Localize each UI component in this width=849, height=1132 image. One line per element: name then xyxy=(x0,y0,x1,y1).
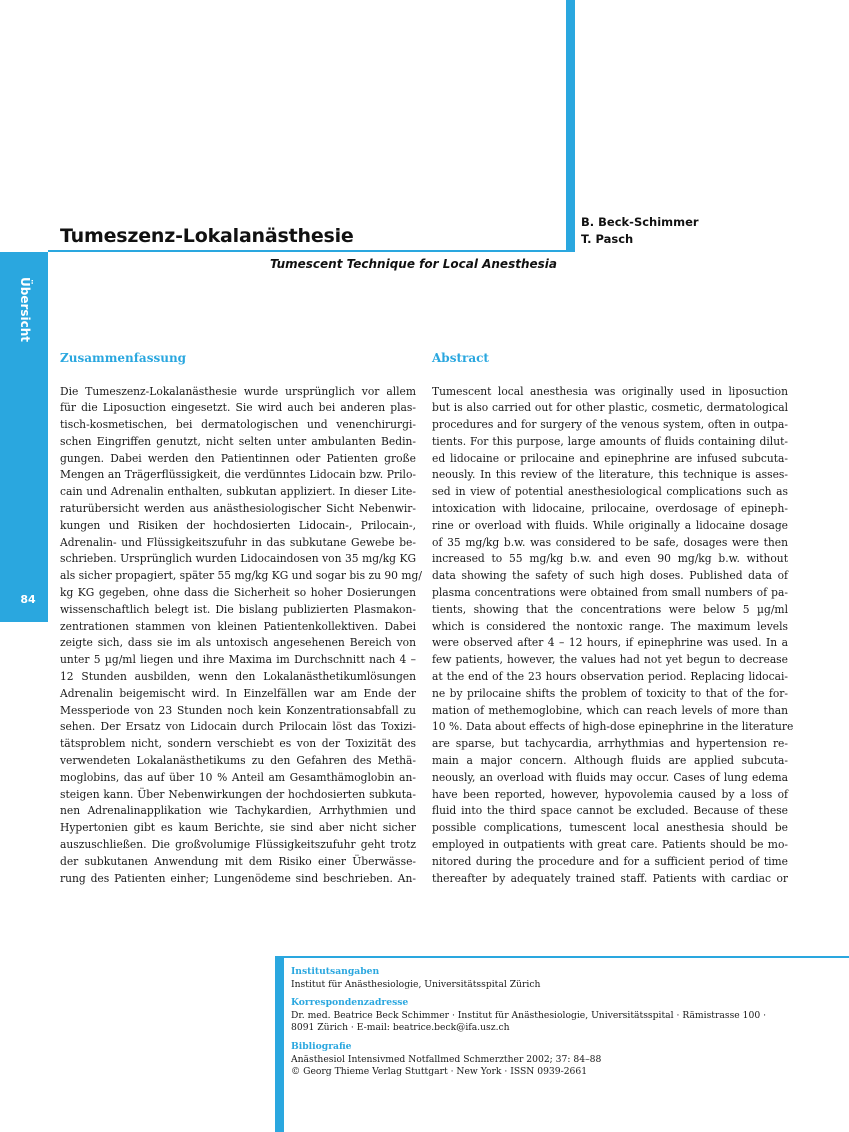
text-line: neously. In this review of the literature, this technique is asses- xyxy=(432,468,788,482)
text-line: der subkutanen Anwendung mit dem Risiko einer Überwässe- xyxy=(60,854,416,868)
text-line: main a major concern. Although fluids are applied subcuta- xyxy=(432,754,788,768)
text-line: 10 %. Data about effects of high-dose epinephrine in the literature xyxy=(432,720,794,734)
institution-block xyxy=(291,966,811,991)
bibliography-citation: Anästhesiol Intensivmed Notfallmed Schmerzther 2002; 37: 84–88 xyxy=(291,1053,602,1065)
zusammenfassung-heading: Zusammenfassung xyxy=(60,351,187,365)
text-line: few patients, however, the values had not yet begun to decrease xyxy=(432,653,788,667)
text-line: Die Tumeszenz-Lokalanästhesie wurde ursprünglich vor allem xyxy=(60,384,416,398)
author-name: T. Pasch xyxy=(581,232,634,246)
text-line: wissenschaftlich belegt ist. Die bislang publizierten Plasmakon- xyxy=(60,602,416,616)
text-line: rine or overload with fluids. While originally a lidocaine dosage xyxy=(432,518,788,532)
zusammenfassung-body xyxy=(60,384,422,888)
text-line: Tumescent local anesthesia was originally used in liposuction xyxy=(432,384,788,398)
accent-title-rule xyxy=(48,250,575,252)
text-line: employed in outpatients with great care. Patients should be mo- xyxy=(432,838,788,852)
text-line: 12 Stunden ausbilden, wenn den Lokalanästhetikumlösungen xyxy=(60,670,416,684)
text-line: tisch-kosmetischen, bei dermatologischen und venenchirurgi- xyxy=(60,418,416,432)
bibliography-label: Bibliografie xyxy=(291,1040,352,1052)
text-line: Adrenalin beigemischt wird. In Einzelfällen war am Ende der xyxy=(60,686,416,700)
institution-label: Institutsangaben xyxy=(291,966,380,977)
text-line: intoxication with lidocaine, prilocaine, overdosage of epineph- xyxy=(432,502,788,516)
text-line: tients, showing that the concentrations were below 5 µg/ml xyxy=(432,602,788,616)
text-line: sehen. Der Ersatz von Lidocain durch Prilocain löst das Toxizi- xyxy=(60,720,416,734)
text-line: als sicher propagiert, später 55 mg/kg KG und sogar bis zu 90 mg/ xyxy=(60,569,422,583)
abstract-body xyxy=(432,384,794,888)
text-line: neously, an overload with fluids may occur. Cases of lung edema xyxy=(432,770,788,784)
text-line: cain und Adrenalin enthalten, subkutan appliziert. In dieser Lite- xyxy=(60,485,416,499)
text-line: which is considered the nontoxic range. The maximum levels xyxy=(432,619,788,633)
text-line: schrieben. Ursprünglich wurden Lidocaindosen von 35 mg/kg KG xyxy=(60,552,416,566)
page-number: 84 xyxy=(20,593,36,606)
section-label: Übersicht xyxy=(18,277,32,343)
bibliography-publisher: © Georg Thieme Verlag Stuttgart · New York · ISSN 0939-2661 xyxy=(291,1066,588,1078)
text-line: nen Adrenalinapplikation wie Tachykardien, Arrhythmien und xyxy=(60,804,416,818)
author-name: B. Beck-Schimmer xyxy=(581,215,699,229)
article-subtitle: Tumescent Technique for Local Anesthesia xyxy=(269,257,557,271)
text-line: possible complications, tumescent local anesthesia should be xyxy=(432,821,788,835)
correspondence-block xyxy=(291,997,811,1035)
correspondence-label: Korrespondenzadresse xyxy=(291,997,409,1009)
accent-vertical-bar xyxy=(566,0,575,252)
text-line: ne by prilocaine shifts the problem of toxicity to that of the for- xyxy=(432,686,788,700)
text-line: rung des Patienten einher; Lungenödeme sind beschrieben. An- xyxy=(60,871,416,885)
text-line: Hypertonien gibt es kaum Berichte, sie sind aber nicht sicher xyxy=(60,821,416,835)
article-title: Tumeszenz-Lokalanästhesie xyxy=(60,225,354,247)
text-line: were observed after 4 – 12 hours, if epinephrine was used. In a xyxy=(432,636,788,650)
infobox-accent-rule xyxy=(275,956,849,958)
institution-text: Institut für Anästhesiologie, Universitätsspital Zürich xyxy=(291,978,541,990)
text-line: tätsproblem nicht, sondern verschiebt es von der Toxizität des xyxy=(60,737,416,751)
text-line: Messperiode von 23 Stunden noch kein Konzentrationsabfall zu xyxy=(60,703,416,717)
text-line: plasma concentrations were obtained from small numbers of pa- xyxy=(432,586,788,600)
text-line: have been reported, however, hypovolemia caused by a loss of xyxy=(432,787,788,801)
text-line: für die Liposuction eingesetzt. Sie wird auch bei anderen plas- xyxy=(60,401,416,415)
text-line: mation of methemoglobine, which can reach levels of more than xyxy=(432,703,788,717)
correspondence-email[interactable]: 8091 Zürich · E-mail: beatrice.beck@ifa.usz.ch xyxy=(291,1022,510,1034)
text-line: steigen kann. Über Nebenwirkungen der hochdosierten subkuta- xyxy=(60,787,416,801)
text-line: at the end of the 23 hours observation period. Replacing lidocai- xyxy=(432,670,788,684)
text-line: procedures and for surgery of the venous system, often in outpa- xyxy=(432,418,788,432)
bibliography-block xyxy=(291,1041,811,1079)
text-line: unter 5 µg/ml liegen und ihre Maxima im Durchschnitt nach 4 – xyxy=(60,653,416,667)
text-line: are sparse, but tachycardia, arrhythmias and hypertension re- xyxy=(432,737,788,751)
text-line: zentrationen stammen von kleinen Patientenkollektiven. Dabei xyxy=(60,619,416,633)
text-line: verwendeten Lokalanästhetikums zu den Gefahren des Methä- xyxy=(60,754,416,768)
text-line: zeigte sich, dass sie im als untoxisch angesehenen Bereich von xyxy=(60,636,416,650)
text-line: raturübersicht werden aus anästhesiologischer Sicht Nebenwir- xyxy=(60,502,416,516)
text-line: gungen. Dabei werden den Patientinnen oder Patienten große xyxy=(60,451,416,465)
text-line: Mengen an Trägerflüssigkeit, die verdünntes Lidocain bzw. Prilo- xyxy=(60,468,416,482)
correspondence-address: Dr. med. Beatrice Beck Schimmer · Institut für Anästhesiologie, Universitätsspital · Rämistrasse 100 · xyxy=(291,1009,767,1021)
text-line: thereafter by adequately trained staff. Patients with cardiac or xyxy=(432,871,788,885)
text-line: kungen und Risiken der hochdosierten Lidocain-, Prilocain-, xyxy=(60,518,416,532)
text-line: of 35 mg/kg b.w. was considered to be safe, dosages were then xyxy=(432,535,788,549)
text-line: kg KG gegeben, ohne dass die Sicherheit so hoher Dosierungen xyxy=(60,586,416,600)
abstract-heading: Abstract xyxy=(432,351,489,365)
text-line: tients. For this purpose, large amounts of fluids containing dilut- xyxy=(432,434,788,448)
info-box xyxy=(291,966,811,1085)
text-line: but is also carried out for other plastic, cosmetic, dermatological xyxy=(432,401,788,415)
text-line: nitored during the procedure and for a sufficient period of time xyxy=(432,854,788,868)
text-line: sed in view of potential anesthesiological complications such as xyxy=(432,485,788,499)
text-line: data showing the safety of such high doses. Published data of xyxy=(432,569,788,583)
text-line: ed lidocaine or prilocaine and epinephrine are infused subcuta- xyxy=(432,451,788,465)
text-line: Adrenalin- und Flüssigkeitszufuhr in das subkutane Gewebe be- xyxy=(60,535,416,549)
text-line: auszuschließen. Die großvolumige Flüssigkeitszufuhr geht trotz xyxy=(60,838,416,852)
text-line: fluid into the third space cannot be excluded. Because of these xyxy=(432,804,788,818)
author-list xyxy=(581,214,699,248)
text-line: schen Eingriffen genutzt, nicht selten unter ambulanten Bedin- xyxy=(60,434,416,448)
text-line: moglobins, das auf über 10 % Anteil am Gesamthämoglobin an- xyxy=(60,770,416,784)
text-line: increased to 55 mg/kg b.w. and even 90 mg/kg b.w. without xyxy=(432,552,788,566)
infobox-accent-bar xyxy=(275,956,284,1132)
